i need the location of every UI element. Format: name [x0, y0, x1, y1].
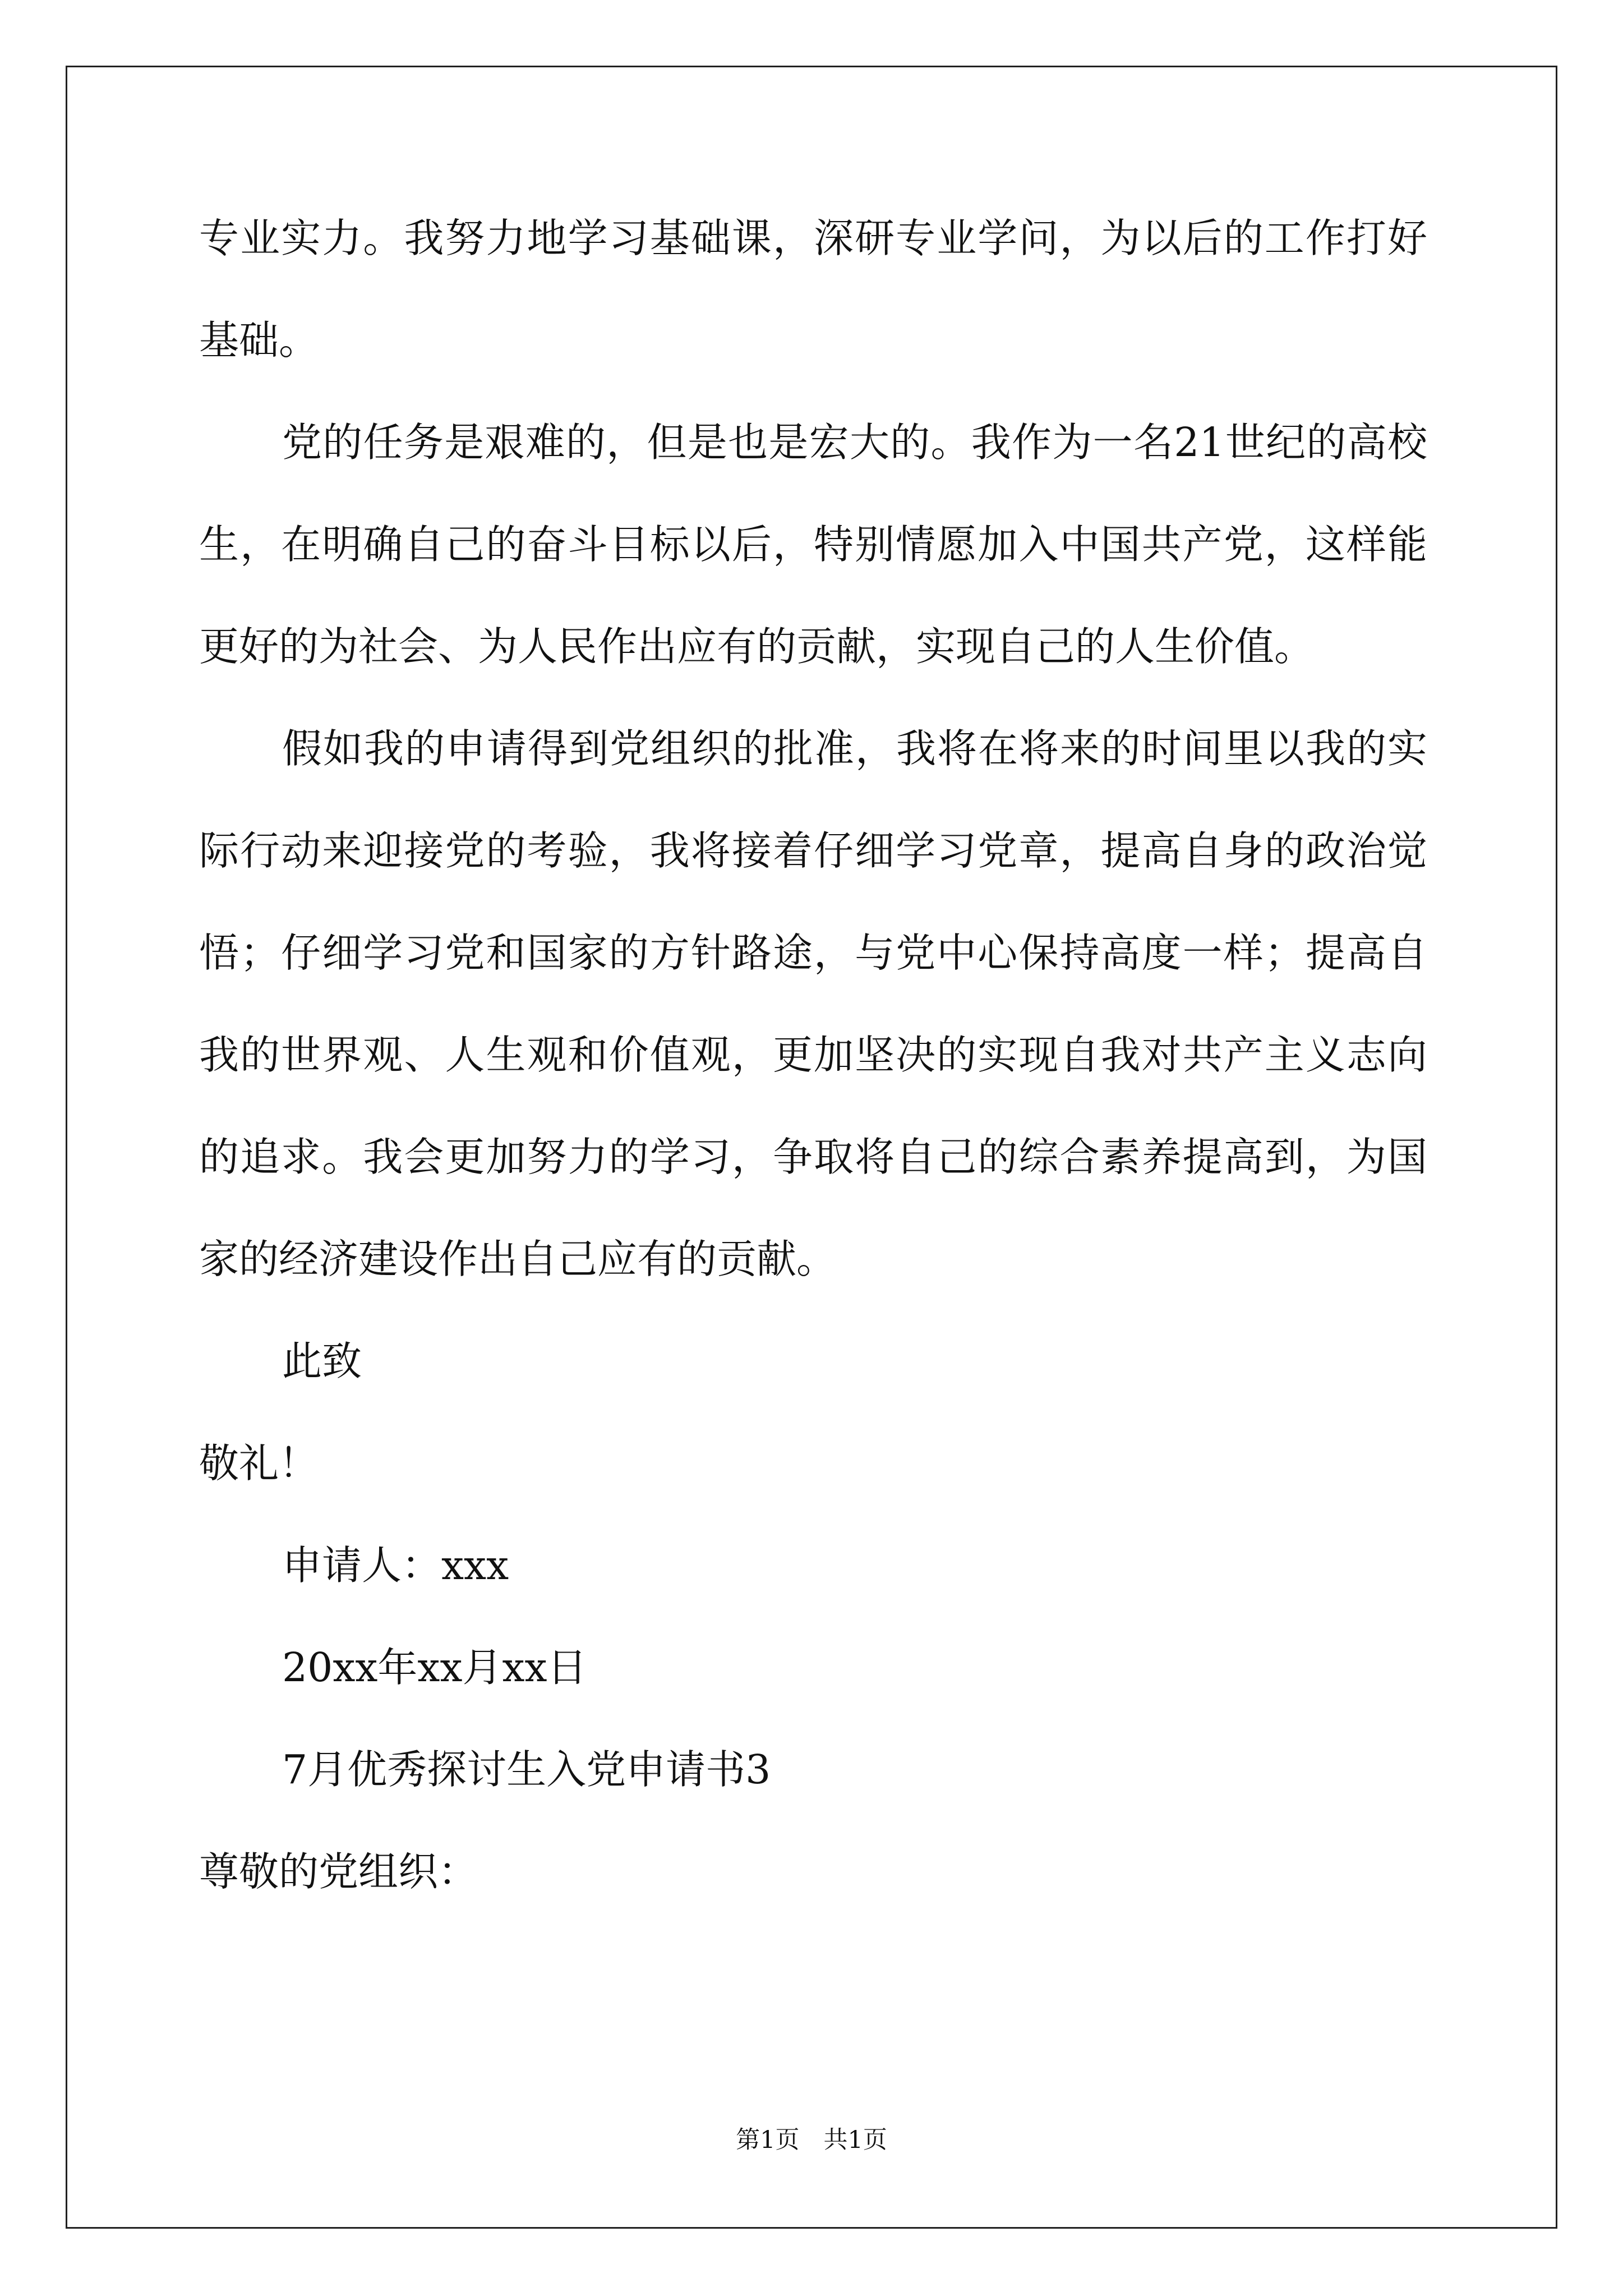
date-line: 20xx年xx月xx日 [282, 1644, 587, 1691]
greeting-line: 尊敬的党组织： [199, 1848, 478, 1895]
paragraph-line: 家的经济建设作出自己应有的贡献。 [199, 1236, 837, 1282]
closing-salutation: 此致 [282, 1338, 362, 1384]
section-heading: 7月优秀探讨生入党申请书3 [282, 1746, 771, 1793]
paragraph-line: 的追求。我会更加努力的学习，争取将自己的综合素养提高到，为国 [199, 1134, 1427, 1180]
closing-respect: 敬礼！ [199, 1440, 319, 1487]
paragraph-line: 专业实力。我努力地学习基础课，深研专业学问，为以后的工作打好 [199, 215, 1427, 261]
paragraph-line: 悟；仔细学习党和国家的方针路途，与党中心保持高度一样；提高自 [199, 930, 1427, 976]
page-footer: 第1页 共1页 [736, 2126, 887, 2154]
paragraph-line: 我的世界观、人生观和价值观，更加坚决的实现自我对共产主义志向 [199, 1032, 1427, 1078]
document-body [199, 213, 1427, 1949]
paragraph-line: 基础。 [199, 317, 319, 364]
paragraph-line: 更好的为社会、为人民作出应有的贡献，实现自己的人生价值。 [199, 623, 1315, 670]
paragraph-line: 假如我的申请得到党组织的批准，我将在将来的时间里以我的实 [282, 725, 1427, 772]
applicant-signature: 申请人：xxx [282, 1542, 509, 1589]
paragraph-line: 生，在明确自己的奋斗目标以后，特别情愿加入中国共产党，这样能 [199, 521, 1427, 568]
paragraph-line: 党的任务是艰难的，但是也是宏大的。我作为一名21世纪的高校 [282, 419, 1427, 466]
paragraph-line: 际行动来迎接党的考验，我将接着仔细学习党章，提高自身的政治觉 [199, 827, 1427, 874]
